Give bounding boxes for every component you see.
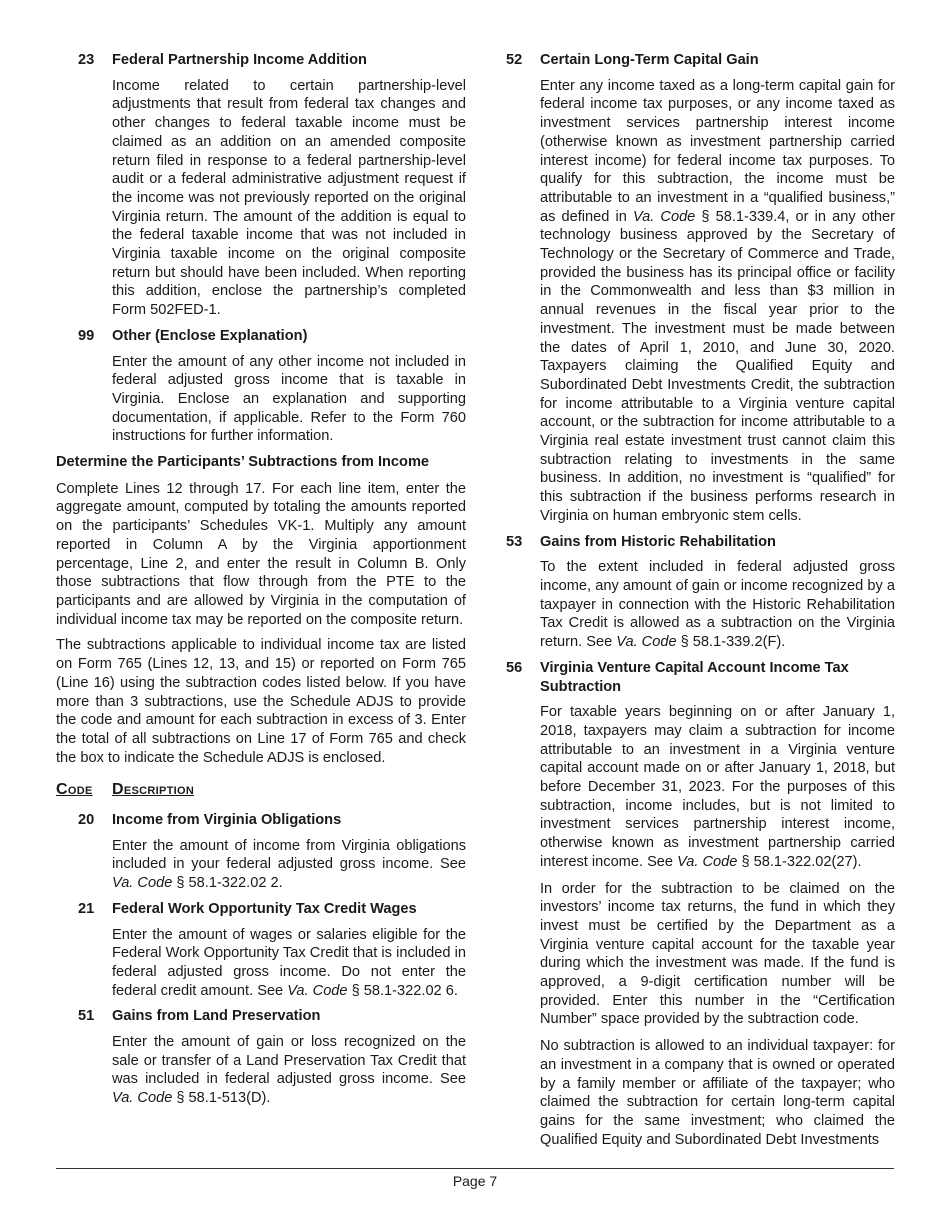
item-body: To the extent included in federal adjusted gross income, any amount of gain or income recognized by a taxpayer in connection with the Historic Rehabilitation Tax Credit is allowed as a subtraction on the Virginia return. See Va. Code § 58.1-339.2(F). [540, 559, 895, 651]
citation: Va. Code [616, 634, 677, 651]
item-body: Enter the amount of gain or loss recognized on the sale or transfer of a Land Preservation Tax Credit that was included in federal adjusted gross income. See Va. Code § 58.1-513(D). [112, 1034, 466, 1107]
citation: Va. Code [632, 208, 696, 225]
paragraph: In order for the subtraction to be claimed on the investors’ income tax returns, the fund in which they invest must be certified by the Department as a Virginia venture capital account for the taxable year during which the investment was made. If the fund is approved, a 9-digit certification number will be provided. Enter this number in the “Certification Number” space provided by the subtraction code. [540, 880, 895, 1028]
item-52 [506, 51, 895, 526]
item-code: 53 [506, 533, 523, 550]
item-20 [56, 811, 466, 893]
item-title: Federal Work Opportunity Tax Credit Wages [112, 900, 417, 917]
item-title: Income from Virginia Obligations [112, 812, 342, 829]
item-title: Gains from Historic Rehabilitation [540, 533, 776, 550]
footer-divider [56, 1168, 894, 1169]
item-body: Enter the amount of income from Virginia obligations included in your federal adjusted gross income. See Va. Code § 58.1-322.02 2. [112, 837, 466, 892]
item-title: Other (Enclose Explanation) [112, 327, 308, 344]
item-code: 99 [78, 327, 95, 344]
right-column [506, 51, 895, 1156]
item-title: Virginia Venture Capital Account Income Tax Subtraction [540, 659, 849, 695]
item-body [540, 703, 895, 1149]
item-code: 56 [506, 659, 523, 676]
item-99 [56, 327, 466, 446]
page-number: Page 7 [452, 1173, 498, 1189]
item-53 [506, 533, 895, 652]
citation: Va. Code [112, 1090, 173, 1107]
item-code: 51 [78, 1008, 95, 1025]
code-description-header [56, 781, 466, 800]
item-title: Certain Long-Term Capital Gain [540, 52, 759, 68]
item-56 [506, 659, 895, 1150]
paragraph: No subtraction is allowed to an individual taxpayer: for an investment in a company that is owned or operated by a family member or affiliate of the taxpayer; who claimed the subtraction for certain long-term capital gains for the same investment; who claimed the Qualified Equity and Subordinated Debt Investments [540, 1038, 895, 1148]
item-23 [56, 51, 466, 320]
left-column [56, 51, 466, 1115]
item-code: 21 [78, 900, 95, 917]
item-title: Federal Partnership Income Addition [112, 52, 367, 68]
item-title: Gains from Land Preservation [112, 1008, 321, 1025]
citation: Va. Code [287, 982, 348, 999]
item-body: Enter the amount of wages or salaries eligible for the Federal Work Opportunity Tax Credit that is included in federal adjusted gross income. Do not enter the federal credit amount. See Va. Code § 58.1-322.02 6. [112, 926, 466, 999]
paragraph: The subtractions applicable to individual income tax are listed on Form 765 (Lines 12, 13, and 15) or reported on Form 765 (Line 16) using the subtraction codes listed below. If you have more than 3 subtractions, use the Schedule ADJS to provide the code and amount for each subtraction in excess of 3. Enter the total of all subtractions on Line 17 of Form 765 and check the box to indicate the Schedule ADJS is enclosed. [56, 637, 466, 766]
citation: Va. Code [677, 853, 738, 870]
item-51 [56, 1007, 466, 1108]
item-body: Enter any income taxed as a long-term capital gain for federal income tax purposes, or any income taxed as investment services partnership interest income (otherwise known as investment partnership carried interest income) for federal income tax purposes. To qualify for this subtraction, the income must be attributable to an investment in a “qualified business,” as defined in Va. Code § 58.1-339.4, or in any other technology business approved by the Secretary of Technology or the Secretary of Commerce and Trade, provided the business has its principal office or facility in the Commonwealth and less than $3 million in annual revenues in the fiscal year prior to the investment. The investment must be made between the dates of April 1, 2010, and June 30, 2020. Taxpayers claiming the Qualified Equity and Subordinated Debt Investments Credit, the subtraction for income attributable to a Virginia venture capital account, or the subtraction for income attributable to a Virginia real estate investment trust cannot claim this subtraction relating to investments in the same business. In addition, no investment is “qualified” for this subtraction if the business performs research in Virginia on human embryonic stem cells. [540, 77, 895, 524]
code-column-header: Code [56, 781, 93, 799]
paragraph: For taxable years beginning on or after January 1, 2018, taxpayers may claim a subtraction for income attributable to an investment in a Virginia venture capital account made on or after January 1, 2018, but before December 31, 2023. For the purposes of this subtraction, income includes, but is not limited to investment services partnership interest income, otherwise known as investment partnership carried interest income. See Va. Code § 58.1-322.02(27). [540, 704, 895, 870]
item-body: Enter the amount of any other income not included in federal adjusted gross income that is taxable in Virginia. Enclose an explanation and supporting documentation, if applicable. Refer to the Form 760 instructions for further information. [112, 353, 466, 445]
item-code: 20 [78, 812, 95, 829]
description-column-header: Description [112, 781, 195, 799]
item-21 [56, 900, 466, 1001]
item-code: 52 [506, 52, 523, 68]
paragraph: Complete Lines 12 through 17. For each line item, enter the aggregate amount, computed by totaling the amounts reported on the participants’ Schedules VK-1. Multiply any amount reported in Column A by the Virginia apportionment percentage, Line 2, and enter the result in Column B. Only those subtractions that flow through from the PTE to the participants and are allowed by Virginia in the computation of individual income tax may be reported on the composite return. [56, 480, 466, 628]
section-heading: Determine the Participants’ Subtractions from Income [56, 454, 430, 471]
item-body: Income related to certain partnership-level adjustments that result from federal tax changes and other changes to federal taxable income must be claimed as an addition on an amended composite return filed in response to a federal partnership-level audit or a federal administrative adjustment request if the income was not previously reported on the original Virginia return. The amount of the addition is equal to the federal taxable income that was not included in Virginia taxable income on the original composite return but should have been included. When reporting this addition, enclose the partnership’s completed Form 502FED-1. [112, 77, 466, 319]
citation: Va. Code [112, 875, 173, 892]
item-code: 23 [78, 52, 95, 68]
